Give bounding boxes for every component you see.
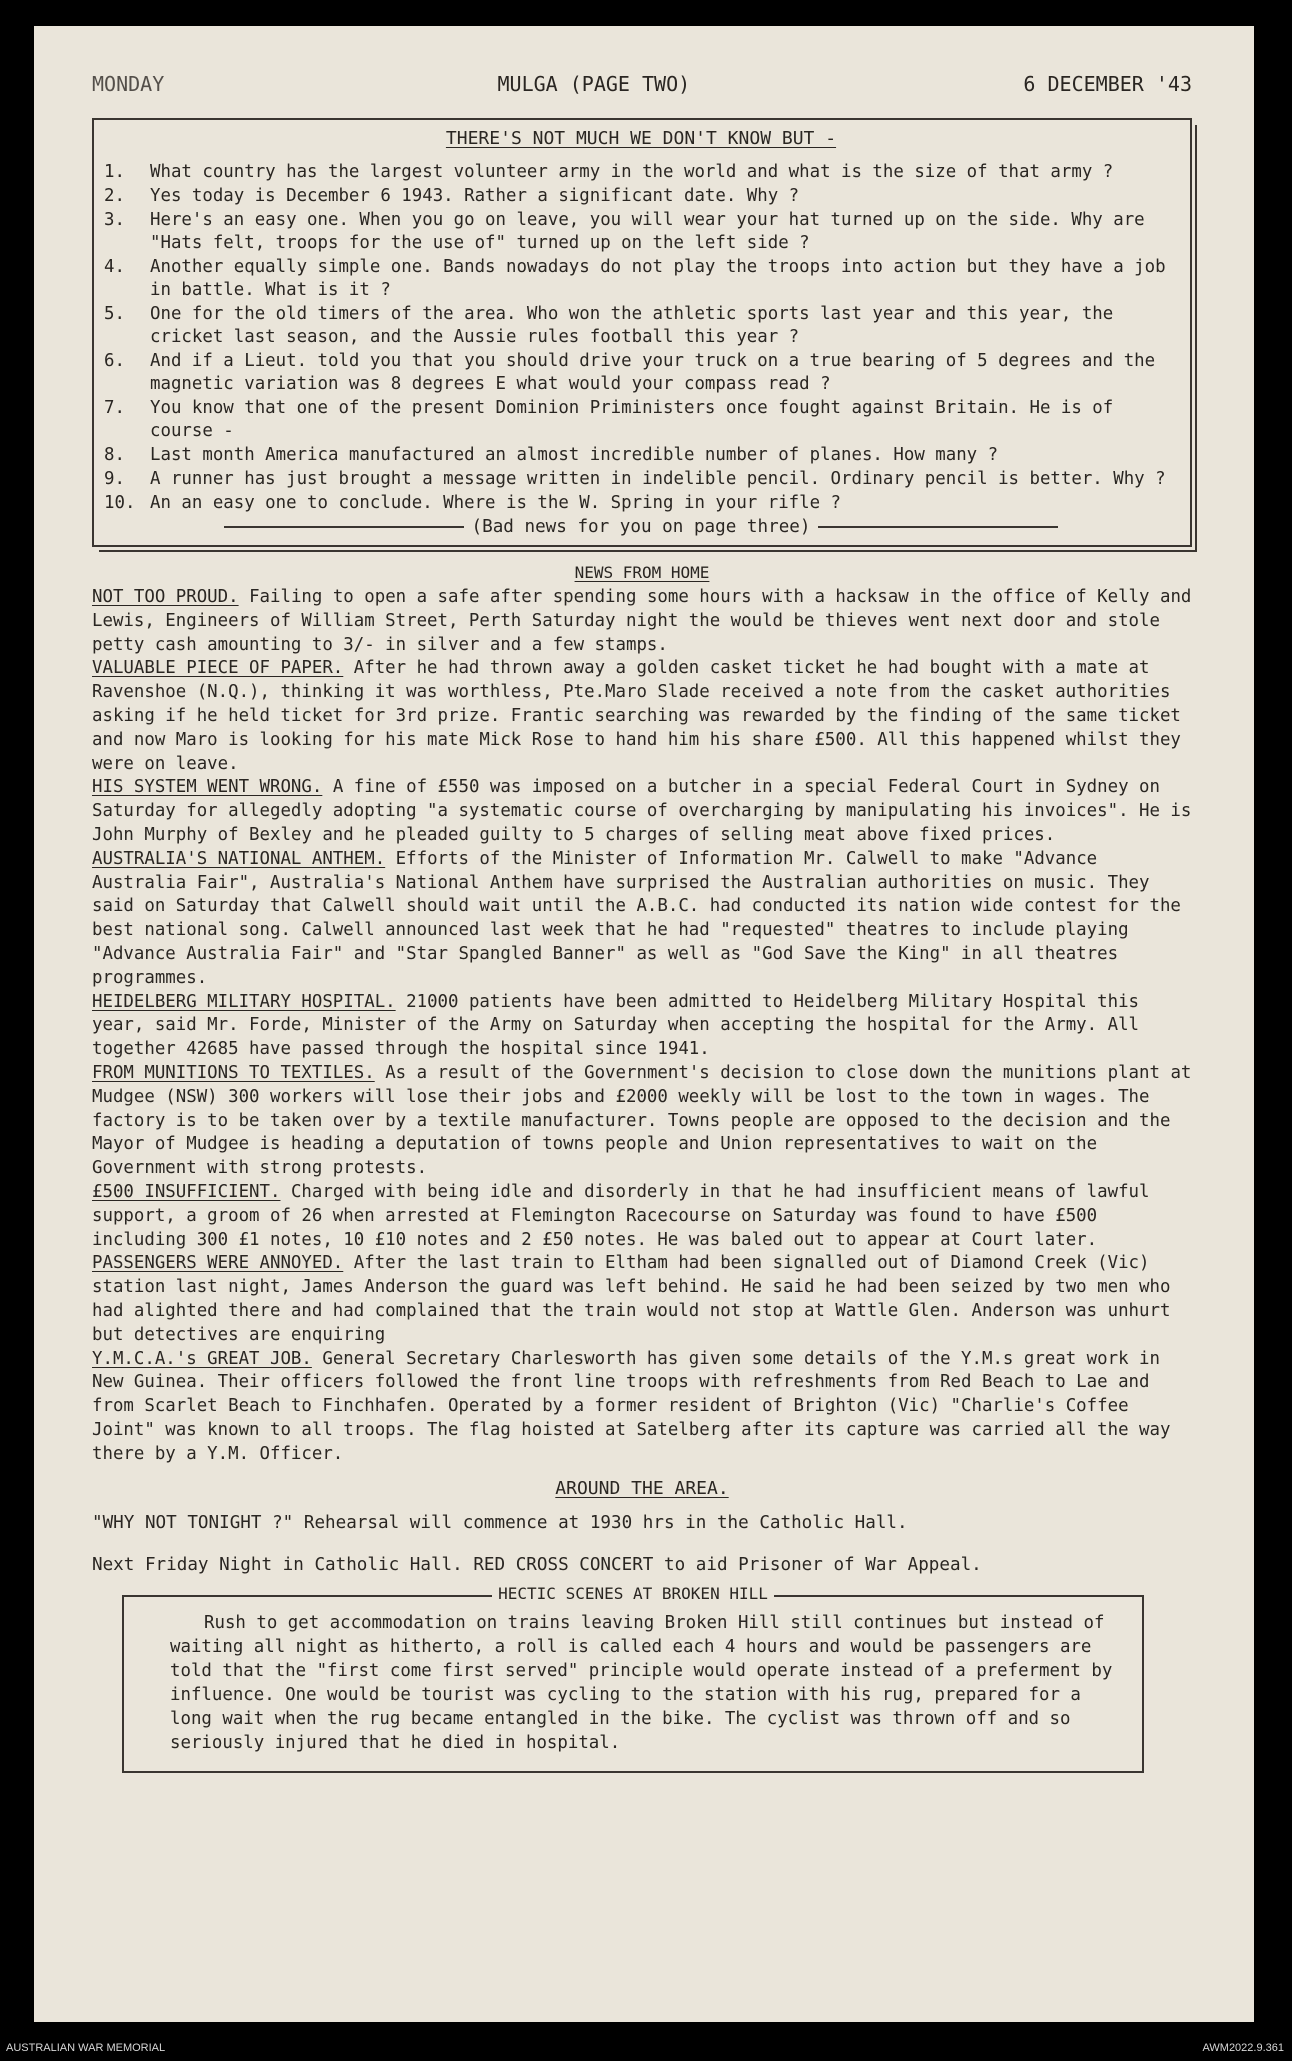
story-headline: FROM MUNITIONS TO TEXTILES. — [92, 1062, 375, 1083]
question-number: 6. — [104, 351, 125, 371]
quiz-footer: (Bad news for you on page three) — [104, 517, 1178, 537]
quiz-question — [104, 350, 1178, 396]
story-headline: NOT TOO PROUD. — [92, 587, 239, 607]
quiz-question — [104, 444, 1178, 467]
news-story — [92, 991, 1192, 1062]
quiz-question — [104, 209, 1178, 255]
story-headline: HIS SYSTEM WENT WRONG. — [92, 777, 323, 798]
quiz-question — [104, 185, 1178, 208]
hectic-body: Rush to get accommodation on trains leaving Broken Hill still continues but instead of waiting all night as hitherto, a roll is called each 4 hours and would be passengers are told that the "first come first served" principle would operate instead of a preferment by influence. One would be tourist was cycling to the station with his rug, prepared for a long wait when the rug became entangled in the bike. The cyclist was thrown off and so seriously injured that he died in hospital. — [170, 1613, 1113, 1754]
story-body: After he had thrown away a golden casket ticket he had bought with a mate at Ravenshoe (N.Q.), thinking it was worthless, Pte.Maro Slade received a note from the casket authorities asking if he held ticket for 3rd prize. Frantic searching was rewarded by the finding of the same ticket and now Maro is looking for his mate Mick Rose to hand him his share £500. All this happened whilst they were on leave. — [92, 658, 1181, 774]
area-heading: AROUND THE AREA. — [555, 1478, 729, 1500]
quiz-box — [92, 118, 1192, 547]
question-number: 4. — [104, 257, 125, 277]
header-day: MONDAY — [92, 72, 165, 96]
story-headline: £500 INSUFFICIENT. — [92, 1181, 281, 1202]
story-body: As a result of the Government's decision to close down the munitions plant at Mudgee (NSW) 300 workers will lose their jobs and £2000 weekly will be lost to the town in wages. The factory is to be taken over by a textile manufacturer. Towns people are opposed to the decision and the Mayor of Mudgee is heading a deputation of towns people and Union representatives to wait on the Government with strong protests. — [92, 1062, 1192, 1179]
quiz-title: THERE'S NOT MUCH WE DON'T KNOW BUT - — [445, 128, 837, 149]
archive-reference: AWM2022.9.361 — [1202, 2042, 1284, 2054]
question-text: Last month America manufactured an almost incredible number of planes. How many ? — [150, 445, 999, 465]
question-text: Yes today is December 6 1943. Rather a significant date. Why ? — [150, 186, 800, 206]
question-number: 8. — [104, 445, 125, 465]
question-text: Another equally simple one. Bands nowadays do not play the troops into action but they have a job in battle. What is it ? — [150, 257, 1166, 300]
news-story — [92, 1181, 1192, 1252]
page-header — [92, 72, 1192, 96]
news-story — [92, 776, 1192, 847]
question-text: One for the old timers of the area. Who won the athletic sports last year and this year, the cricket last season, and the Aussie rules football this year ? — [150, 304, 1114, 347]
question-number: 9. — [104, 469, 125, 489]
question-number: 3. — [104, 210, 125, 230]
question-text: An an easy one to conclude. Where is the W. Spring in your rifle ? — [150, 493, 842, 513]
news-stories — [92, 586, 1192, 1466]
quiz-question — [104, 256, 1178, 302]
question-number: 5. — [104, 304, 125, 324]
quiz-question — [104, 161, 1178, 184]
quiz-question — [104, 468, 1178, 491]
news-story — [92, 657, 1192, 776]
news-heading: NEWS FROM HOME — [574, 563, 710, 582]
question-text: What country has the largest volunteer army in the world and what is the size of that army ? — [150, 162, 1114, 182]
story-body: After the last train to Eltham had been signalled out of Diamond Creek (Vic) station last night, James Anderson the guard was left behind. He said he had been seized by two men who had alighted there and had complained that the train would not stop at Wattle Glen. Anderson was unhurt but detectives are enquiring — [92, 1253, 1171, 1345]
hectic-box — [122, 1584, 1144, 1773]
story-headline: HEIDELBERG MILITARY HOSPITAL. — [92, 991, 396, 1012]
question-number: 2. — [104, 186, 125, 206]
hectic-title-wrap — [124, 1584, 1142, 1603]
quiz-question-list — [104, 161, 1178, 515]
news-story — [92, 848, 1192, 991]
story-headline: Y.M.C.A.'s GREAT JOB. — [92, 1348, 312, 1369]
quiz-question — [104, 303, 1178, 349]
archive-credit: AUSTRALIAN WAR MEMORIAL — [6, 2042, 166, 2054]
news-story — [92, 586, 1192, 657]
question-text: Here's an easy one. When you go on leave, you will wear your hat turned up on the side. Why are "Hats felt, troops for the use of" turned up on the left side ? — [150, 210, 1145, 253]
question-number: 7. — [104, 398, 125, 418]
question-text: And if a Lieut. told you that you should drive your truck on a true bearing of 5 degrees and the magnetic variation was 8 degrees E what would your compass read ? — [150, 351, 1156, 394]
news-story — [92, 1252, 1192, 1347]
quiz-question — [104, 397, 1178, 443]
question-text: A runner has just brought a message written in indelible pencil. Ordinary pencil is better. Why ? — [150, 469, 1166, 489]
news-story — [92, 1062, 1192, 1181]
header-title: MULGA (PAGE TWO) — [497, 72, 691, 96]
story-body: Charged with being idle and disorderly in that he had insufficient means of lawful support, a groom of 26 when arrested at Flemington Racecourse on Saturday was found to have £500 including 300 £1 notes, 10 £10 notes and 2 £50 notes. He was baled out to appear at Court later. — [92, 1181, 1150, 1250]
header-date: 6 DECEMBER '43 — [1023, 72, 1192, 96]
story-body: Efforts of the Minister of Information Mr. Calwell to make "Advance Australia Fair", Australia's National Anthem have surprised the Australian authorities on music. They said on Saturday that Calwell should wait until the A.B.C. had conducted its nation wide contest for the best national song. Calwell announced last week that he had "requested" theatres to include playing "Advance Australia Fair" and "Star Spangled Banner" as well as "God Save the King" in all theatres programmes. — [92, 848, 1181, 988]
story-body: 21000 patients have been admitted to Heidelberg Military Hospital this year, said Mr. Forde, Minister of the Army on Saturday when accepting the hospital for the Army. All together 42685 have passed through the hospital since 1941. — [92, 991, 1140, 1060]
newsletter-page — [34, 26, 1254, 2022]
news-story — [92, 1348, 1192, 1467]
question-number: 1. — [104, 162, 125, 182]
story-headline: VALUABLE PIECE OF PAPER. — [92, 658, 344, 679]
story-headline: AUSTRALIA'S NATIONAL ANTHEM. — [92, 848, 386, 869]
area-notice: Next Friday Night in Catholic Hall. RED CROSS CONCERT to aid Prisoner of War Appeal. — [92, 1555, 982, 1576]
hectic-title: HECTIC SCENES AT BROKEN HILL — [492, 1584, 774, 1603]
question-number: 10. — [104, 493, 136, 513]
area-notice: "WHY NOT TONIGHT ?" Rehearsal will commence at 1930 hrs in the Catholic Hall. — [92, 1513, 908, 1534]
story-body: Failing to open a safe after spending some hours with a hacksaw in the office of Kelly and Lewis, Engineers of William Street, Perth Saturday night the would be thieves went next door and stole petty cash amounting to 3/- in silver and a few stamps. — [92, 587, 1192, 655]
question-text: You know that one of the present Dominion Priministers once fought against Britain. He is of course - — [150, 398, 1114, 441]
story-body: A fine of £550 was imposed on a butcher in a special Federal Court in Sydney on Saturday for allegedly adopting "a systematic course of overcharging by manipulating his invoices". He is John Murphy of Bexley and he pleaded guilty to 5 charges of selling meat above fixed prices. — [92, 777, 1192, 845]
story-body: General Secretary Charlesworth has given some details of the Y.M.s great work in New Guinea. Their officers followed the front line troops with refreshments from Red Beach to Lae and from Scarlet Beach to Finchhafen. Operated by a former resident of Brighton (Vic) "Charlie's Coffee Joint" was known to all troops. The flag hoisted at Satelberg after its capture was carried all the way there by a Y.M. Officer. — [92, 1348, 1171, 1464]
quiz-question — [104, 492, 1178, 515]
story-headline: PASSENGERS WERE ANNOYED. — [92, 1253, 344, 1274]
